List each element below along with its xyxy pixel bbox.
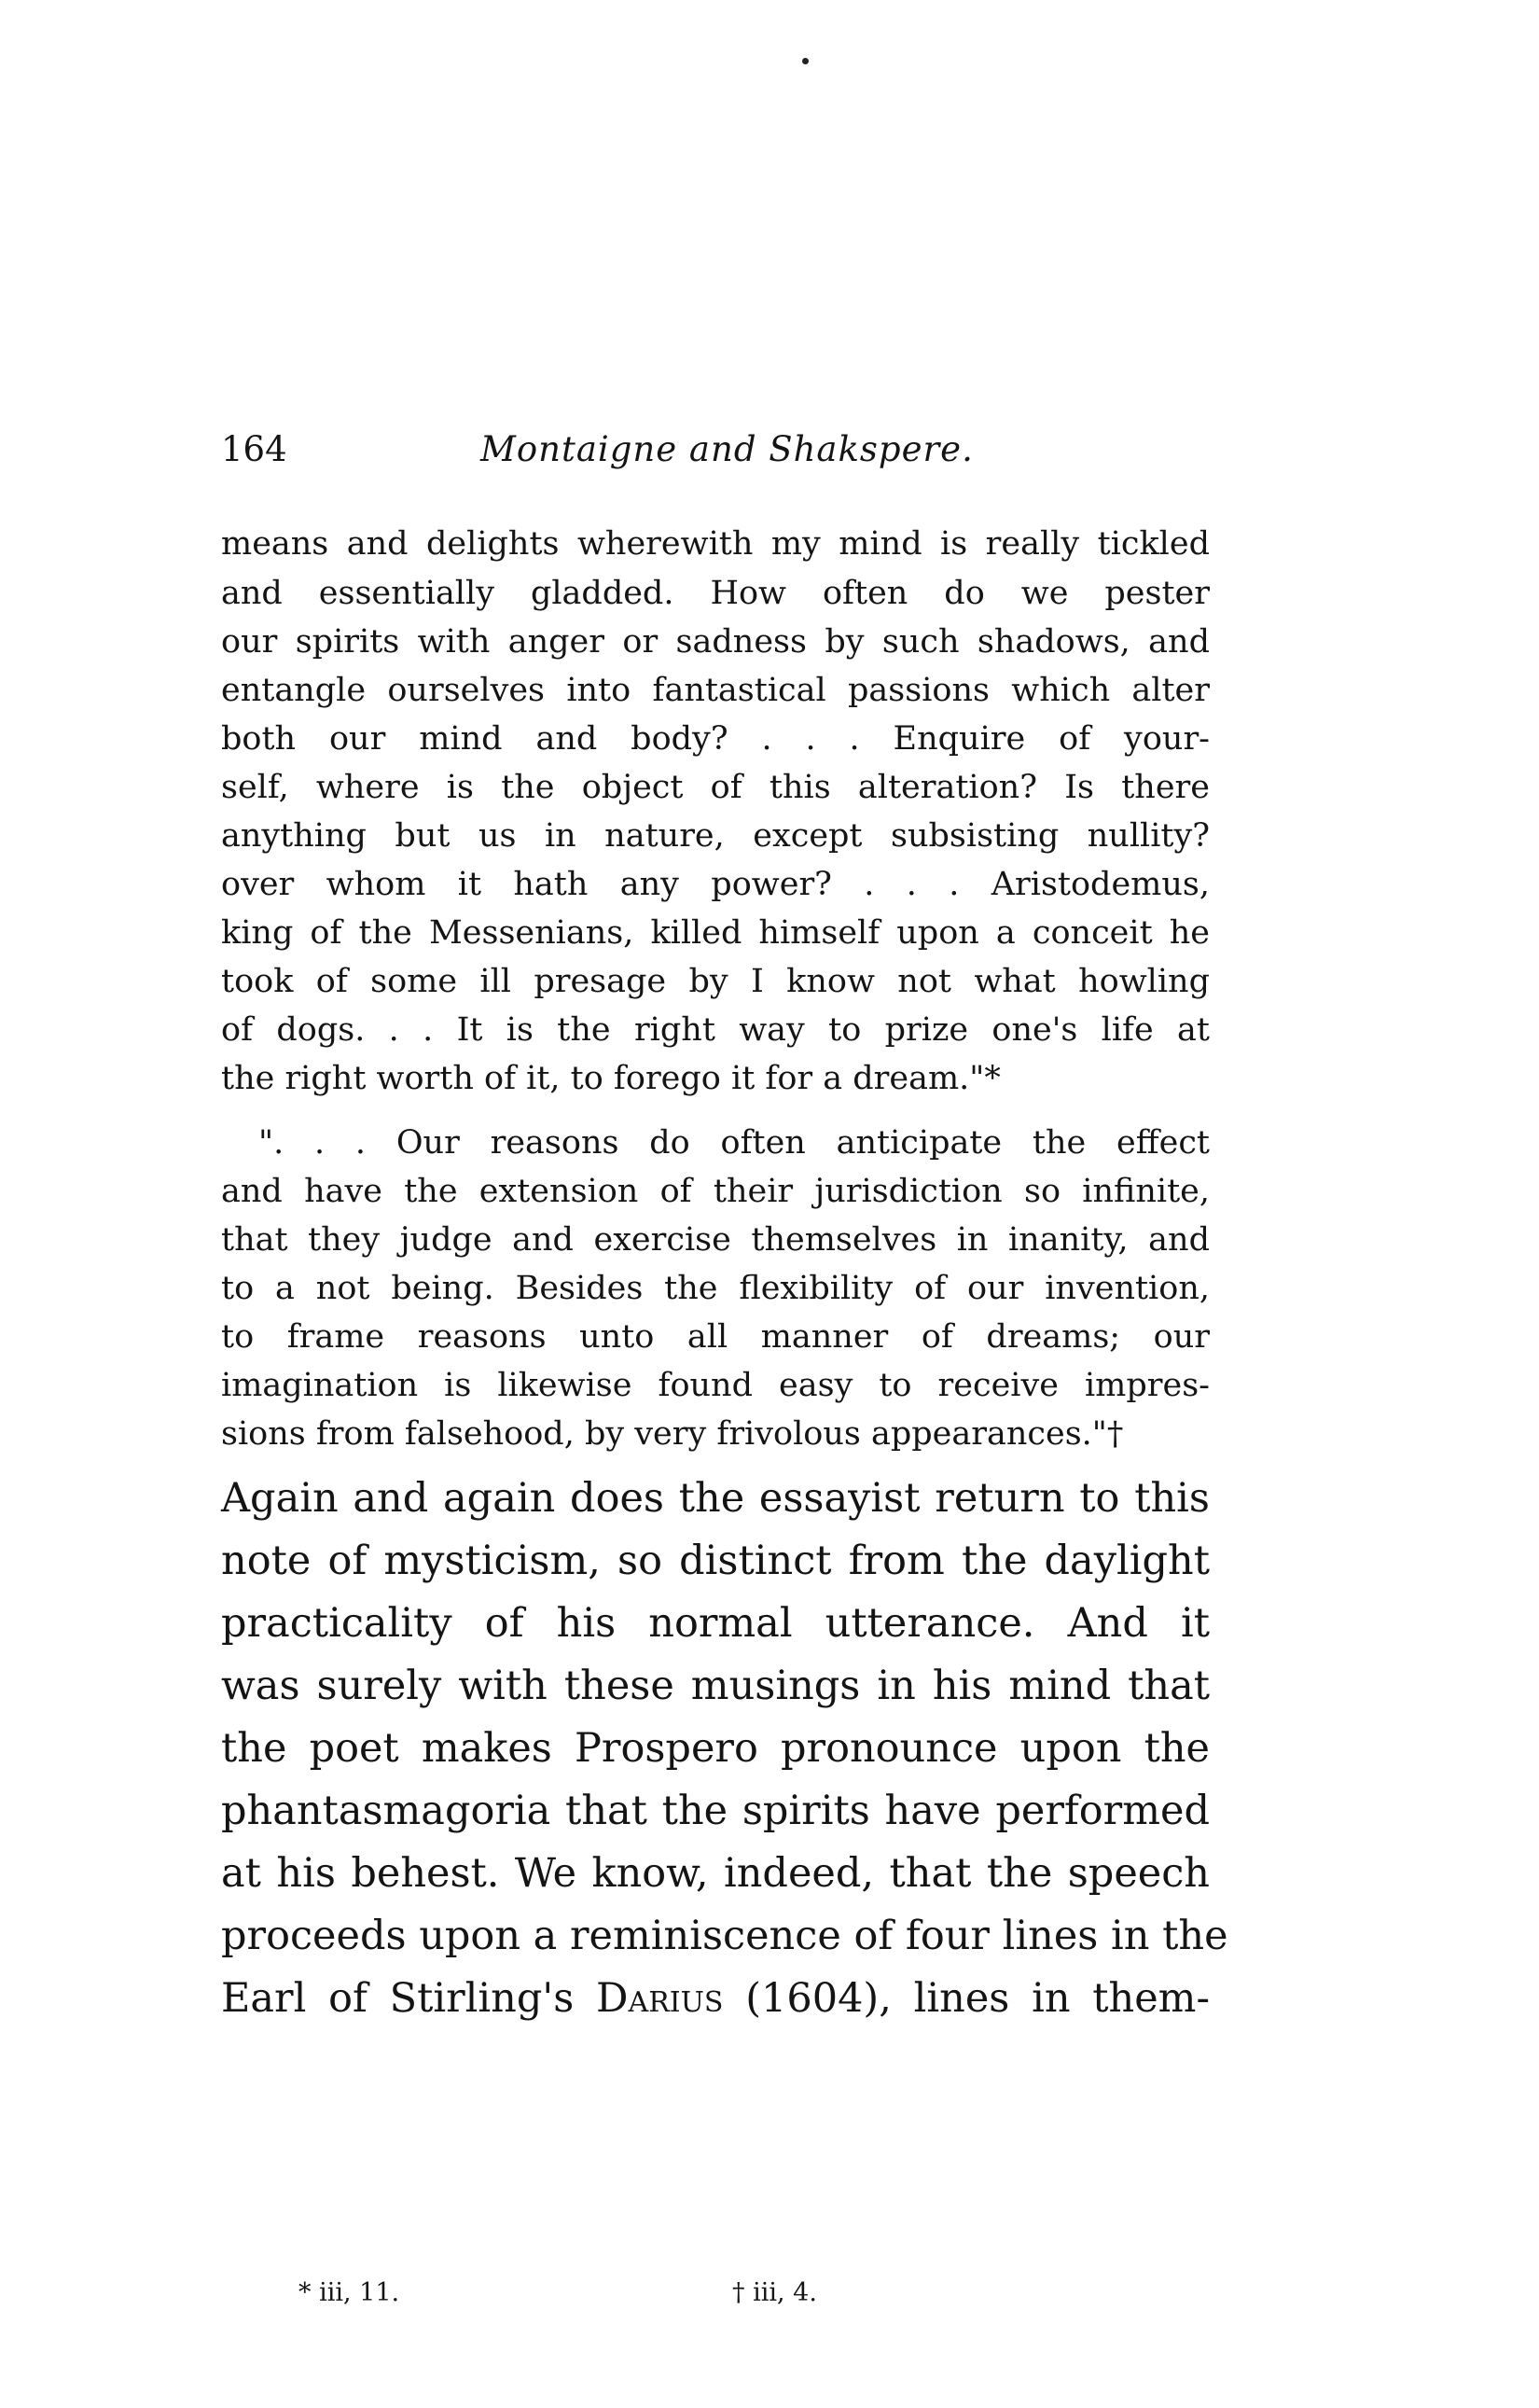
quote2-line-3: that they judge and exercise themselves in inanity, and xyxy=(221,1221,1210,1259)
quote2-line-6: imagination is likewise found easy to receive impres- xyxy=(221,1367,1210,1404)
quote1-line-6: self, where is the object of this alteration? Is there xyxy=(221,769,1210,806)
main-line-5: the poet makes Prospero pronounce upon the xyxy=(221,1725,1210,1772)
main-line-2: note of mysticism, so distinct from the daylight xyxy=(221,1538,1210,1584)
main-line-9 xyxy=(221,1968,1210,2029)
darius-small-caps: Darius xyxy=(596,1975,724,2022)
footnote-1: * iii, 11. xyxy=(298,2278,400,2307)
quote1-line-1: means and delights wherewith my mind is really tickled xyxy=(221,525,1210,563)
quote1-line-12: the right worth of it, to forego it for a dream."* xyxy=(221,1060,1001,1097)
quote2-line-4: to a not being. Besides the flexibility of our invention, xyxy=(221,1270,1210,1307)
footnote-2: † iii, 4. xyxy=(732,2278,817,2307)
quote2-line-1: ". . . Our reasons do often anticipate the effect xyxy=(258,1124,1210,1162)
quote1-line-2: and essentially gladded. How often do we pester xyxy=(221,575,1210,612)
quote1-line-4: entangle ourselves into fantastical passions which alter xyxy=(221,672,1210,709)
quote1-line-11: of dogs. . . It is the right way to prize one's life at xyxy=(221,1011,1210,1049)
quote2-line-7: sions from falsehood, by very frivolous appearances."† xyxy=(221,1415,1124,1453)
main-line-3: practicality of his normal utterance. And it xyxy=(221,1600,1210,1647)
page-header xyxy=(221,422,1210,478)
main-line-4: was surely with these musings in his mind that xyxy=(221,1663,1210,1709)
page-number: 164 xyxy=(221,429,287,469)
quote1-line-3: our spirits with anger or sadness by such shadows, and xyxy=(221,623,1210,661)
main-line-8: proceeds upon a reminiscence of four lines in the xyxy=(221,1913,1228,1959)
quote1-line-10: took of some ill presage by I know not what howling xyxy=(221,963,1210,1000)
main-line-9-before: Earl of Stirling's xyxy=(221,1975,597,2022)
quote2-line-5: to frame reasons unto all manner of dreams; our xyxy=(221,1318,1210,1356)
quote1-line-9: king of the Messenians, killed himself upon a conceit he xyxy=(221,914,1210,952)
running-title: Montaigne and Shakspere. xyxy=(480,429,974,469)
quote1-line-5: both our mind and body? . . . Enquire of your- xyxy=(221,720,1210,758)
quote2-line-2: and have the extension of their jurisdiction so infinite, xyxy=(221,1173,1210,1210)
main-line-6: phantasmagoria that the spirits have performed xyxy=(221,1788,1210,1834)
main-line-9-after: (1604), lines in them- xyxy=(723,1975,1210,2022)
main-line-7: at his behest. We know, indeed, that the speech xyxy=(221,1850,1210,1897)
main-line-1: Again and again does the essayist return to this xyxy=(221,1475,1210,1522)
quote1-line-7: anything but us in nature, except subsisting nullity? xyxy=(221,817,1210,855)
ink-speck xyxy=(802,58,809,64)
quote1-line-8: over whom it hath any power? . . . Aristodemus, xyxy=(221,866,1210,903)
